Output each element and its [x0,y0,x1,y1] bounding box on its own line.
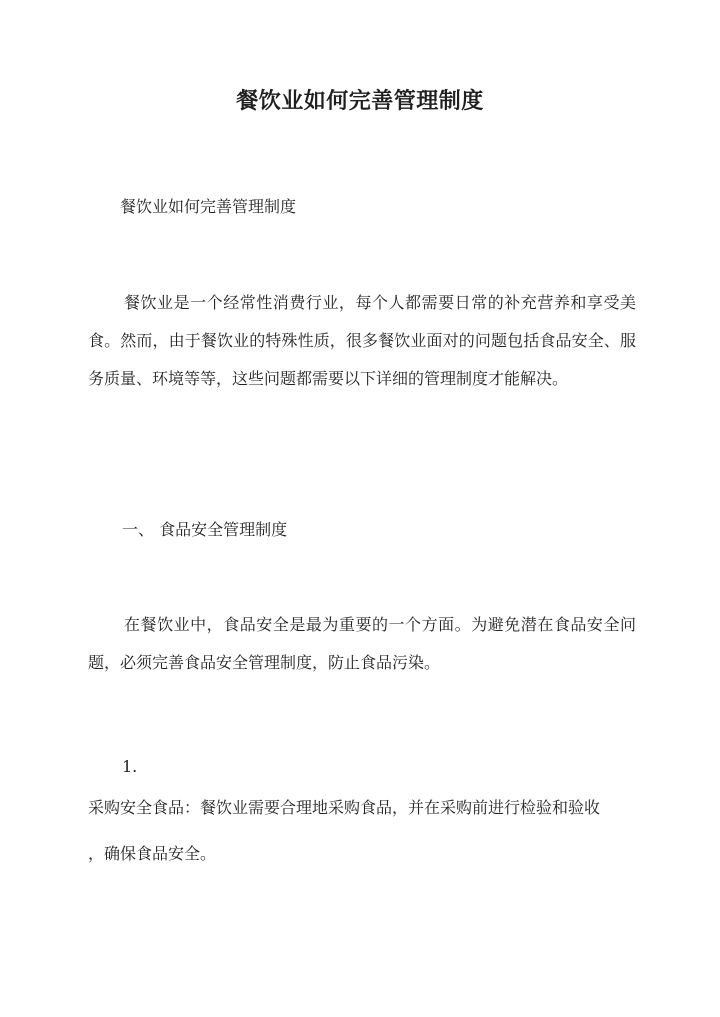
list-item-line-1: 采购安全食品：餐饮业需要合理地采购食品，并在采购前进行检验和验收 [88,798,601,817]
section-heading-food-safety: 一、 食品安全管理制度 [122,520,288,539]
list-item-line-2: ，确保食品安全。 [88,844,217,863]
document-title: 餐饮业如何完善管理制度 [236,88,484,114]
document-subtitle: 餐饮业如何完善管理制度 [120,197,297,216]
list-item-number: 1. [122,757,138,776]
food-safety-paragraph: 在餐饮业中，食品安全是最为重要的一个方面。为避免潜在食品安全问题，必须完善食品安全管理制度，防止食品污染。 [88,615,636,672]
intro-paragraph: 餐饮业是一个经常性消费行业，每个人都需要日常的补充营养和享受美食。然而，由于餐饮业的特殊性质，很多餐饮业面对的问题包括食品安全、服务质量、环境等等，这些问题都需要以下详细的管理制度才能解决。 [88,293,636,388]
